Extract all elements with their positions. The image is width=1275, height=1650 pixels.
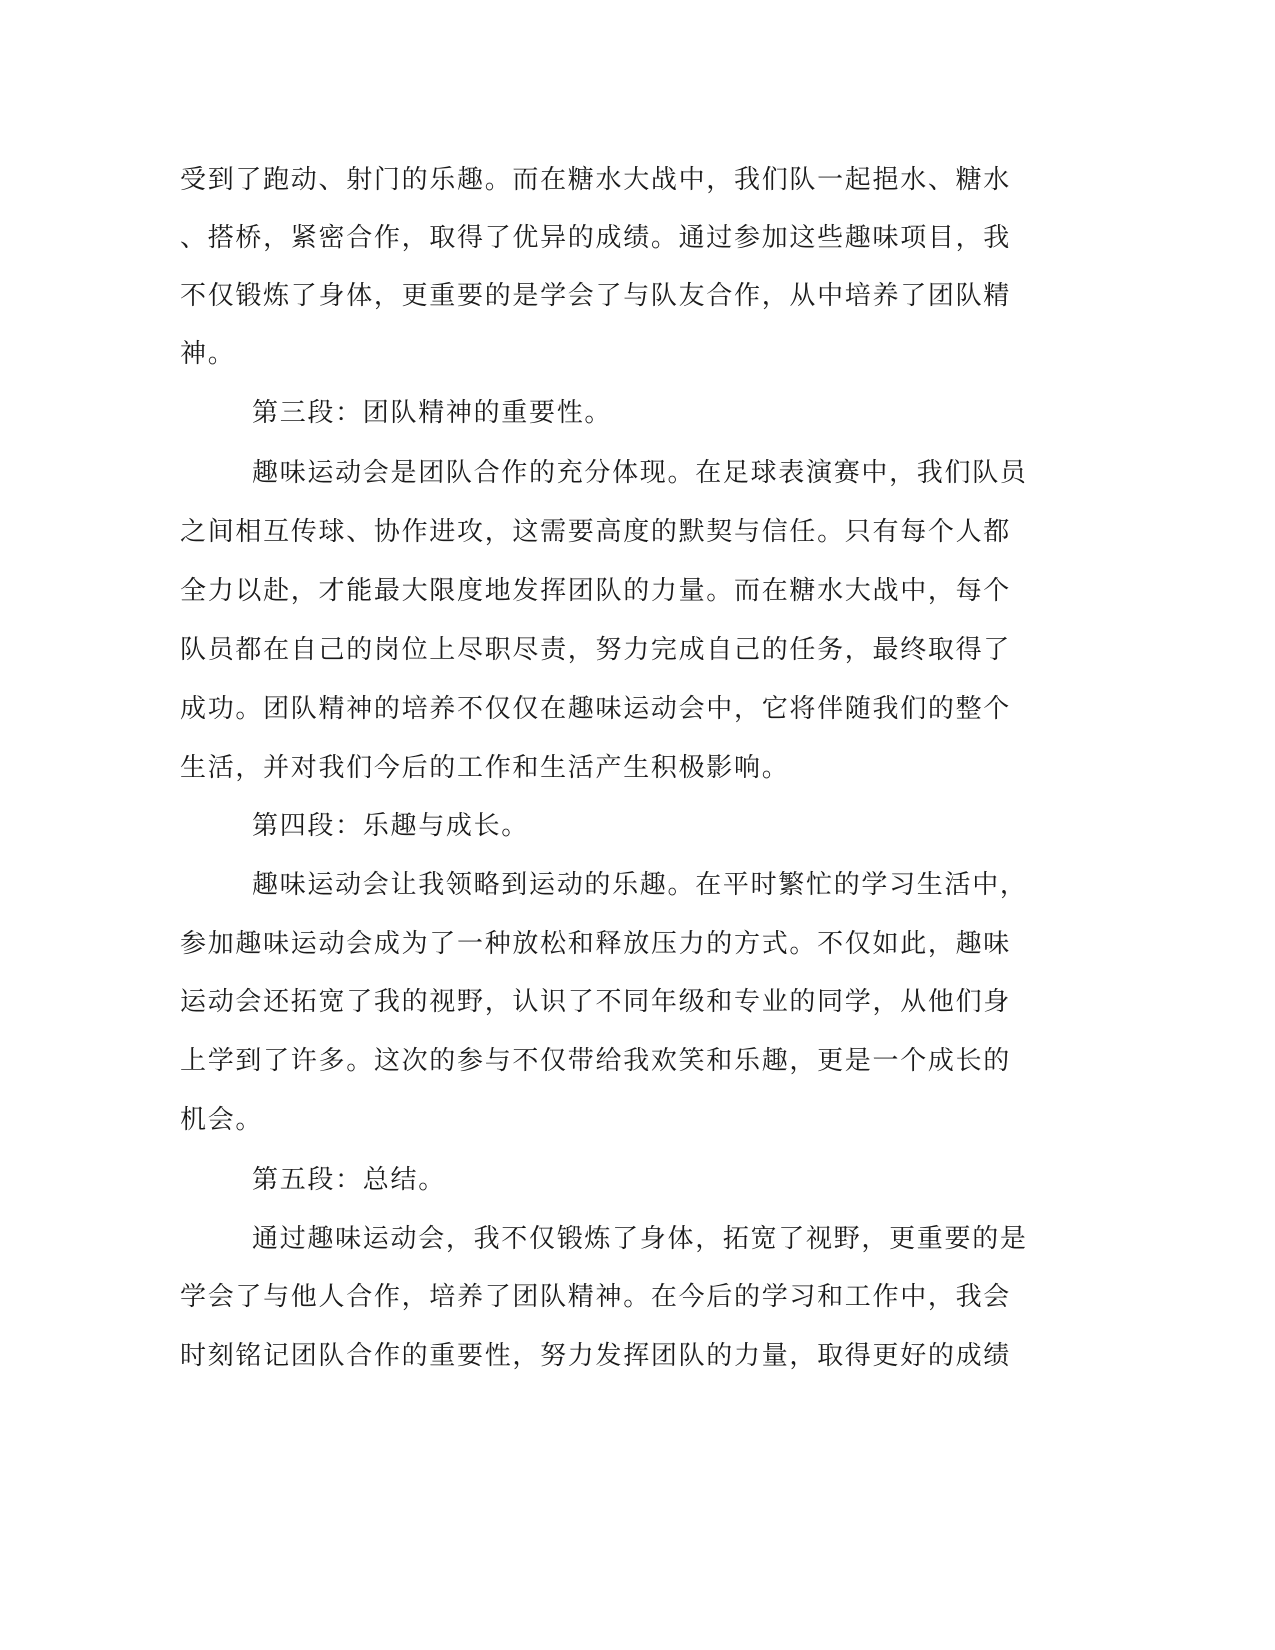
text-line: 不仅锻炼了身体，更重要的是学会了与队友合作，从中培养了团队精: [180, 281, 1012, 311]
text-line: 趣味运动会让我领略到运动的乐趣。在平时繁忙的学习生活中，: [252, 870, 1028, 900]
text-line: 第四段：乐趣与成长。: [252, 811, 530, 841]
text-line: 受到了跑动、射门的乐趣。而在糖水大战中，我们队一起挹水、糖水: [180, 165, 1012, 195]
text-line: 第五段：总结。: [252, 1165, 446, 1195]
text-line: 队员都在自己的岗位上尽职尽责，努力完成自己的任务，最终取得了: [180, 635, 1012, 665]
text-line: 之间相互传球、协作进攻，这需要高度的默契与信任。只有每个人都: [180, 517, 1012, 547]
text-line: 趣味运动会是团队合作的充分体现。在足球表演赛中，我们队员: [252, 458, 1028, 488]
text-line: 上学到了许多。这次的参与不仅带给我欢笑和乐趣，更是一个成长的: [180, 1046, 1012, 1076]
text-line: 运动会还拓宽了我的视野，认识了不同年级和专业的同学，从他们身: [180, 987, 1012, 1017]
text-line: 全力以赴，才能最大限度地发挥团队的力量。而在糖水大战中，每个: [180, 576, 1012, 606]
text-line: 成功。团队精神的培养不仅仅在趣味运动会中，它将伴随我们的整个: [180, 694, 1012, 724]
text-line: 参加趣味运动会成为了一种放松和释放压力的方式。不仅如此，趣味: [180, 929, 1012, 959]
text-line: 神。: [180, 339, 236, 369]
text-line: 第三段：团队精神的重要性。: [252, 398, 613, 428]
text-line: 、搭桥，紧密合作，取得了优异的成绩。通过参加这些趣味项目，我: [180, 223, 1012, 253]
text-line: 时刻铭记团队合作的重要性，努力发挥团队的力量，取得更好的成绩: [180, 1341, 1012, 1371]
text-line: 学会了与他人合作，培养了团队精神。在今后的学习和工作中，我会: [180, 1282, 1012, 1312]
text-line: 生活，并对我们今后的工作和生活产生积极影响。: [180, 753, 790, 783]
text-line: 通过趣味运动会，我不仅锻炼了身体，拓宽了视野，更重要的是: [252, 1224, 1028, 1254]
text-line: 机会。: [180, 1105, 264, 1135]
